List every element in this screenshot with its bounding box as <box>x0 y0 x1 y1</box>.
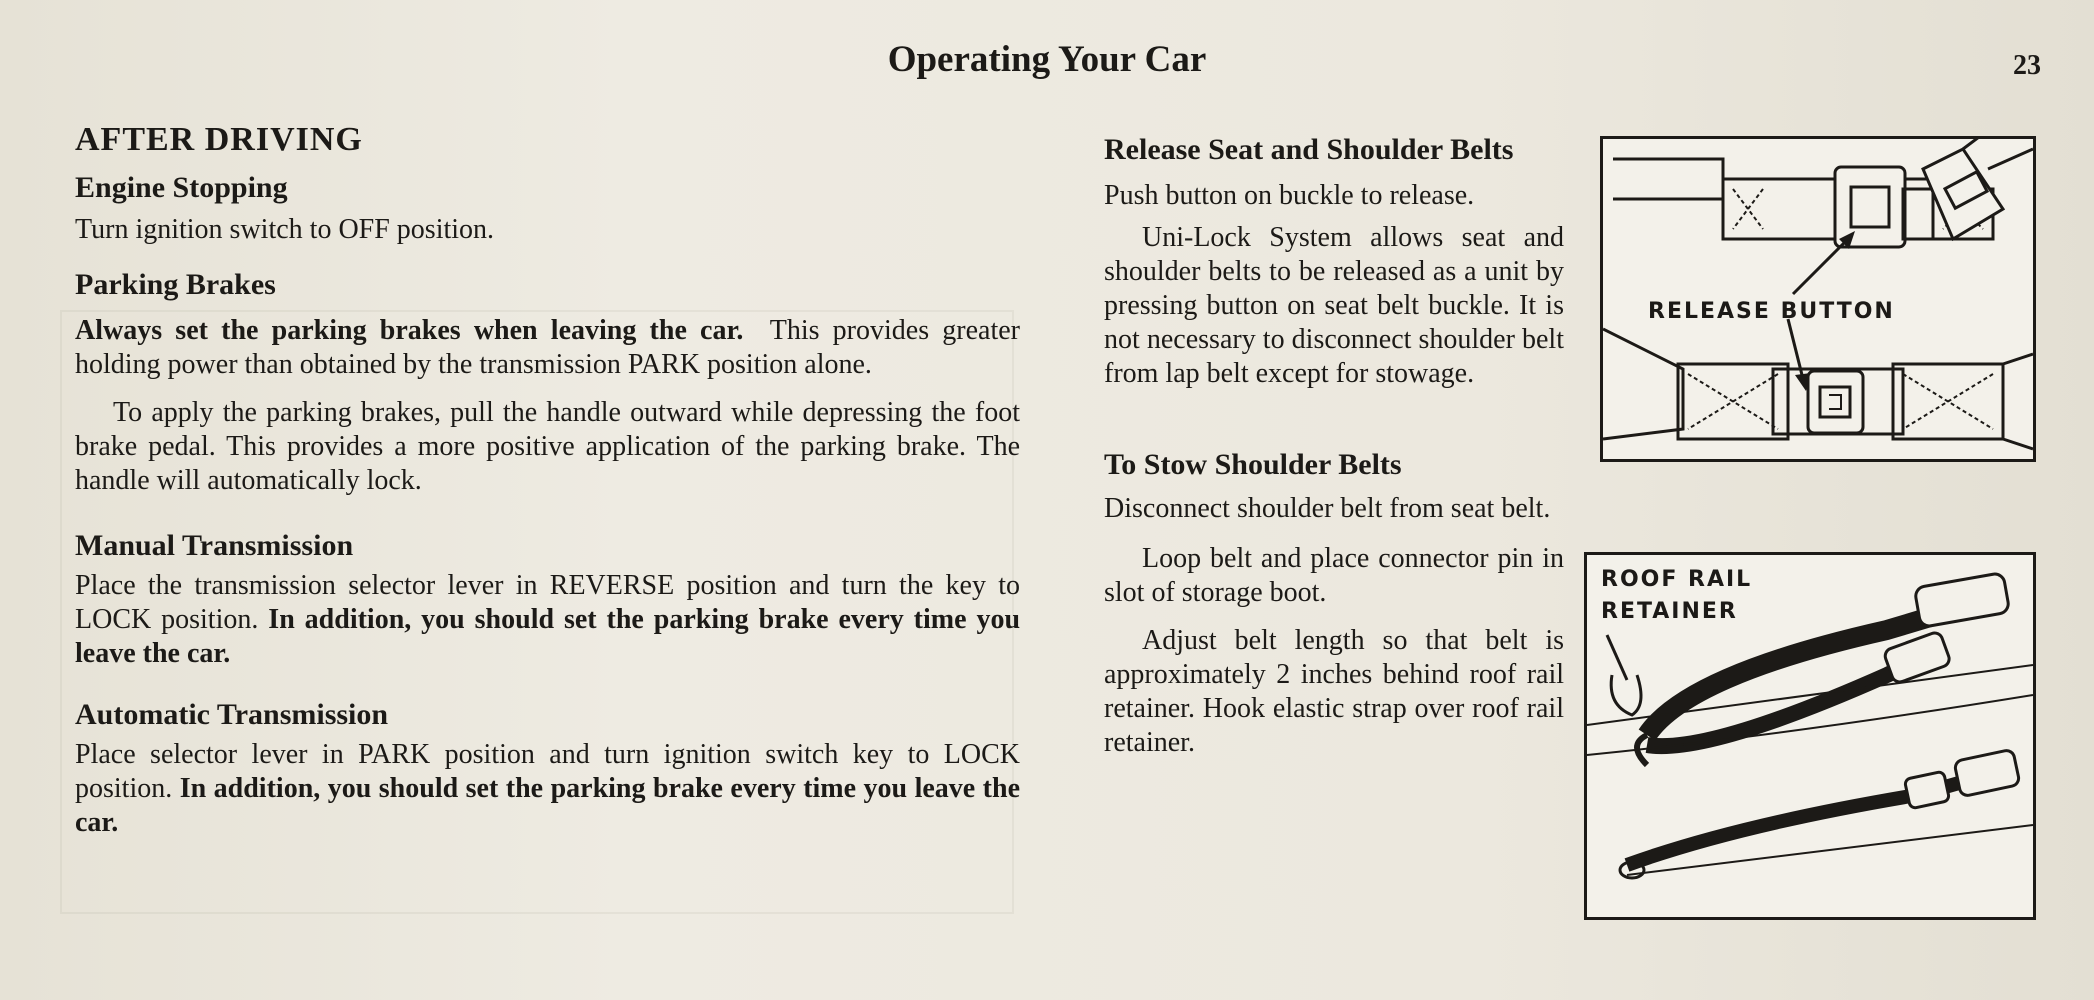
parking-brakes-bold-lead: Always set the parking brakes when leaving the car. <box>75 315 744 347</box>
roof-rail-label-line-1: ROOF RAIL <box>1601 567 1753 592</box>
heading-stow-belts: To Stow Shoulder Belts <box>1104 448 1402 481</box>
release-button-label: RELEASE BUTTON <box>1648 299 1895 324</box>
page-number: 23 <box>2013 50 2041 81</box>
left-column <box>75 118 1020 840</box>
buckle-illustration <box>1600 136 2036 462</box>
automatic-transmission-paragraph <box>75 738 1020 840</box>
parking-brakes-text-2: To apply the parking brakes, pull the handle outward while depressing the foot brake pedal. This provides a more positive application of the parking brake. The handle will automatically lock. <box>75 397 1020 497</box>
right-column <box>1104 130 1564 760</box>
automatic-transmission-text: Place selector lever in PARK position and turn ignition switch key to LOCK position. <box>75 739 1020 805</box>
manual-transmission-text: Place the transmission selector lever in REVERSE position and turn the key to LOCK position. <box>75 570 1020 636</box>
heading-automatic-transmission: Automatic Transmission <box>75 698 389 732</box>
heading-manual-transmission: Manual Transmission <box>75 529 354 563</box>
engine-stopping-text: Turn ignition switch to OFF position. <box>75 214 495 246</box>
roof-rail-label-line-2: RETAINER <box>1601 599 1738 624</box>
heading-parking-brakes: Parking Brakes <box>75 268 276 302</box>
stow-text-2: Loop belt and place connector pin in slot of storage boot. <box>1104 543 1564 608</box>
section-heading-after-driving: AFTER DRIVING <box>75 121 363 158</box>
stow-text-3: Adjust belt length so that belt is approximately 2 inches behind roof rail retainer. Hook elastic strap over roof rail retainer. <box>1104 625 1564 758</box>
parking-brakes-paragraph-1 <box>75 314 1020 382</box>
release-text-2: Uni-Lock System allows seat and shoulder belts to be released as a unit by pressing button on seat belt buckle. It is not necessary to disconnect shoulder belt from lap belt except for stowage. <box>1104 222 1564 389</box>
page-title: Operating Your Car <box>887 39 1207 80</box>
manual-transmission-bold: In addition, you should set the parking brake every time you leave the car. <box>75 604 1021 670</box>
roof-rail-illustration <box>1584 552 2036 920</box>
stow-text-1: Disconnect shoulder belt from seat belt. <box>1104 493 1551 524</box>
manual-transmission-paragraph <box>75 569 1020 671</box>
heading-engine-stopping: Engine Stopping <box>75 171 288 205</box>
parking-brakes-text-1: This provides greater holding power than obtained by the transmission PARK position alone. <box>75 315 1021 381</box>
release-text-1: Push button on buckle to release. <box>1104 180 1475 211</box>
heading-release-belts: Release Seat and Shoulder Belts <box>1104 133 1514 166</box>
automatic-transmission-bold: In addition, you should set the parking brake every time you leave the car. <box>75 773 1021 839</box>
